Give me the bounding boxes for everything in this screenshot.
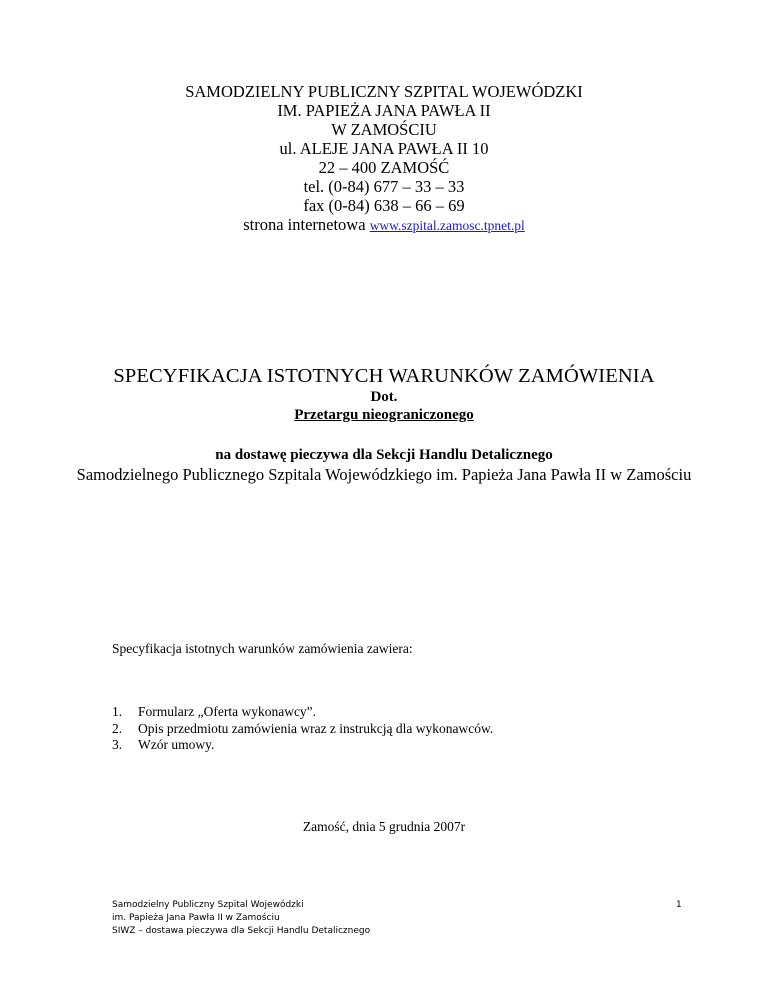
subject-block	[0, 446, 768, 485]
hospital-header	[0, 82, 768, 235]
website-link[interactable]: www.szpital.zamosc.tpnet.pl	[369, 218, 525, 233]
page-footer	[112, 899, 370, 938]
contents-list	[112, 704, 493, 754]
list-item-text: Opis przedmiotu zamówienia wraz z instrukcją dla wykonawców.	[138, 720, 494, 736]
footer-line: Samodzielny Publiczny Szpital Wojewódzki	[112, 900, 304, 910]
header-line-website	[0, 215, 768, 235]
list-item-number: 1.	[112, 704, 123, 719]
header-line-postcode: 22 – 400 ZAMOŚĆ	[318, 158, 450, 177]
header-line-patron: IM. PAPIEŻA JANA PAWŁA II	[277, 101, 491, 120]
document-title: SPECYFIKACJA ISTOTNYCH WARUNKÓW ZAMÓWIENIA	[113, 365, 655, 387]
subject-bold-line: na dostawę pieczywa dla Sekcji Handlu Detalicznego	[215, 447, 553, 463]
page-number: 1	[676, 900, 682, 910]
place-and-date: Zamość, dnia 5 grudnia 2007r	[302, 819, 466, 834]
list-item	[112, 704, 493, 721]
website-label: strona internetowa	[243, 215, 366, 234]
tender-type: Przetargu nieograniczonego	[294, 407, 474, 423]
footer-line: SIWZ – dostawa pieczywa dla Sekcji Handlu Detalicznego	[112, 926, 371, 936]
contents-intro: Specyfikacja istotnych warunków zamówienia zawiera:	[112, 641, 413, 656]
header-line-phone: tel. (0-84) 677 – 33 – 33	[303, 177, 465, 196]
list-item-text: Formularz „Oferta wykonawcy”.	[138, 704, 317, 719]
list-item-text: Wzór umowy.	[138, 737, 215, 752]
list-item	[112, 737, 493, 754]
header-line-fax: fax (0-84) 638 – 66 – 69	[303, 196, 465, 215]
list-item-number: 2.	[112, 720, 123, 736]
subject-institution: Samodzielnego Publicznego Szpitala Wojewódzkiego im. Papieża Jana Pawła II w Zamościu	[76, 465, 692, 484]
footer-line: im. Papieża Jana Pawła II w Zamościu	[112, 913, 280, 923]
list-item	[112, 721, 493, 738]
header-line-city: W ZAMOŚCIU	[331, 120, 437, 139]
document-title-block	[0, 364, 768, 425]
title-dot: Dot.	[370, 389, 398, 405]
header-line-street: ul. ALEJE JANA PAWŁA II 10	[279, 139, 489, 158]
header-line-name: SAMODZIELNY PUBLICZNY SZPITAL WOJEWÓDZKI	[185, 82, 583, 101]
list-item-number: 3.	[112, 737, 123, 752]
